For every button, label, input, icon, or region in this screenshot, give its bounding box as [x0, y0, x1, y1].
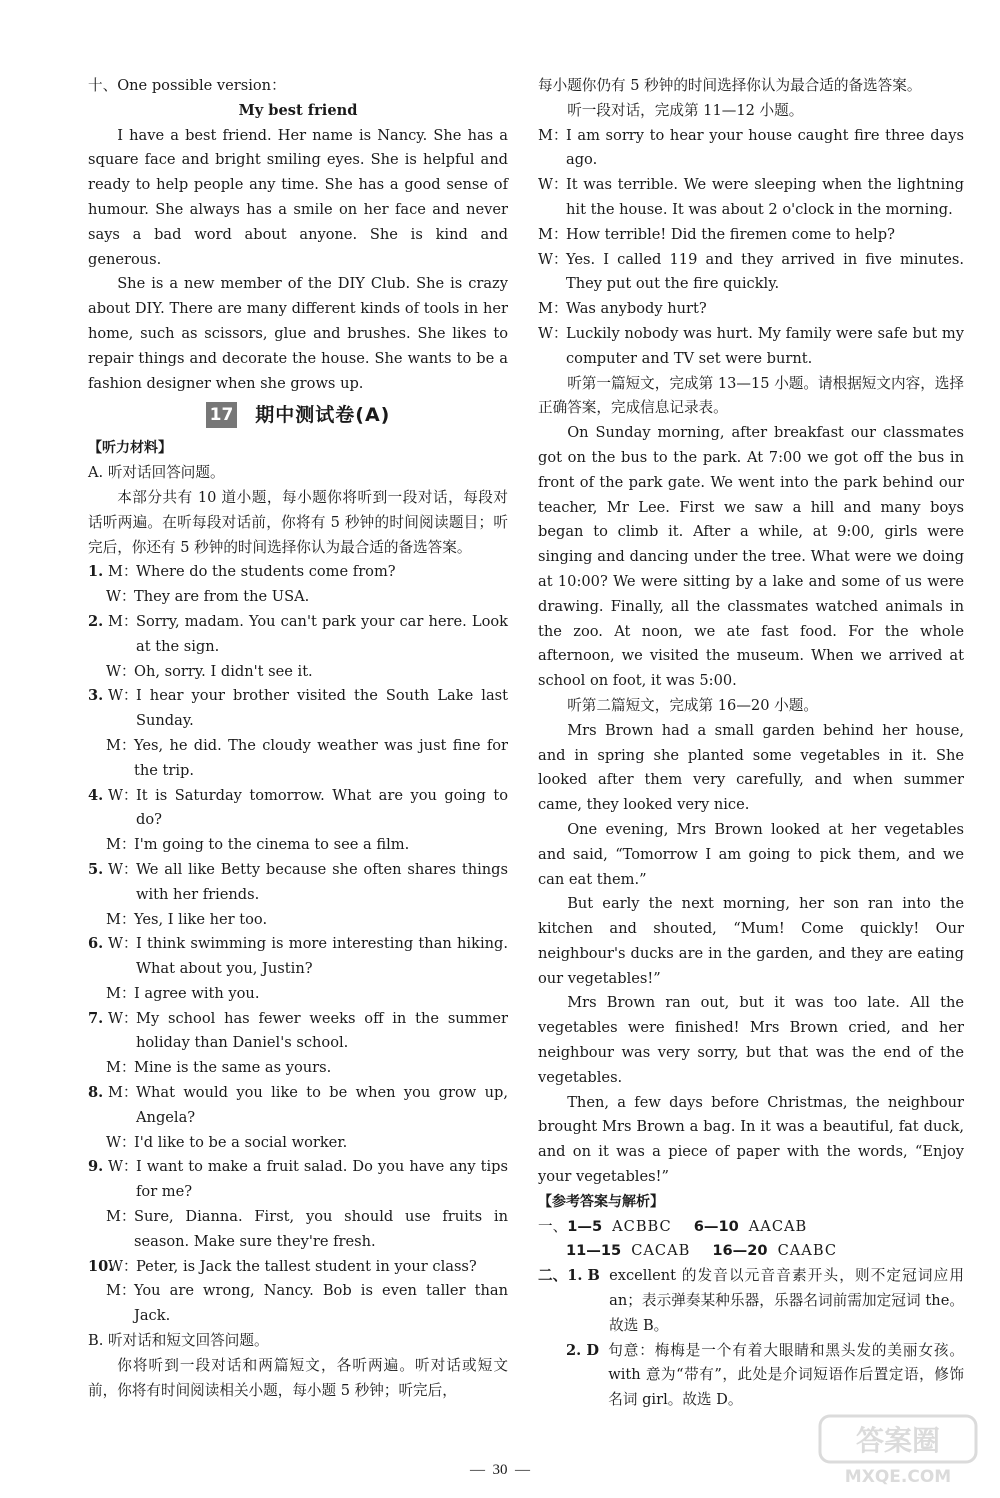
- speaker-label: M：: [538, 126, 568, 144]
- speaker-label: M：: [106, 910, 136, 928]
- passage2-paragraph: But early the next morning, her son ran into the kitchen and shouted, “Mum! Come quickly! Our neighbour's ducks are in the garden, and they are eating our vegetables!”: [538, 895, 964, 987]
- speaker-label: M：: [108, 612, 138, 630]
- question-number: 5.: [88, 860, 104, 878]
- dialogue-list: [88, 560, 508, 1329]
- passage2-paragraph: Then, a few days before Christmas, the neighbour brought Mrs Brown a bag. In it was a beautiful, fat duck, and on it was a piece of paper with the words, “Enjoy your vegetables!”: [538, 1093, 964, 1186]
- speaker-label: W：: [108, 935, 138, 953]
- dialogue-line: [88, 1255, 508, 1280]
- answer-row: [538, 1215, 964, 1240]
- question-number: 3.: [88, 687, 104, 705]
- speaker-text: What would you like to be when you grow up, Angela?: [136, 1084, 508, 1126]
- speaker-label: M：: [106, 736, 136, 754]
- essay-paragraph: I have a best friend. Her name is Nancy. She has a square face and bright smiling eyes. She is helpful and ready to help people any time. She has a good sense of humour. She always has a smile on her face and never says a bad word about anyone. She is kind and generous.: [88, 126, 508, 268]
- essay-title: My best friend: [238, 101, 358, 119]
- explanation-number: 二、1. B: [538, 1267, 600, 1285]
- passage2-paragraph: Mrs Brown had a small garden behind her house, and in spring she planted some vegetables in it. She looked after them very carefully, and when summer came, they looked very nice.: [538, 721, 964, 814]
- explanation-text: excellent 的发音以元音音素开头，则不定冠词应用 an；表示弹奏某种乐器，乐器名词前需加定冠词 the。故选 B。: [609, 1267, 964, 1334]
- dialogue-line: [88, 560, 508, 585]
- left-column: [88, 74, 508, 1403]
- dialogue-line: [88, 585, 508, 610]
- page-number-dash: —: [470, 1462, 485, 1478]
- speaker-text: I hear your brother visited the South Lake last Sunday.: [136, 687, 508, 730]
- fire-dialogue: [538, 124, 964, 372]
- question-number: 8.: [88, 1084, 104, 1102]
- dialogue-line: [538, 124, 964, 174]
- answer-range: 6—10: [693, 1217, 739, 1235]
- answer-range: 16—20: [712, 1242, 768, 1260]
- speaker-label: M：: [108, 1084, 138, 1102]
- speaker-text: We all like Betty because she often shares things with her friends.: [136, 860, 508, 903]
- speaker-text: Was anybody hurt?: [566, 300, 707, 318]
- dialogue-line: [88, 908, 508, 933]
- dialogue-title: 听一段对话，完成第 11—12 小题。: [567, 101, 804, 119]
- speaker-text: Luckily nobody was hurt. My family were safe but my computer and TV set were burnt.: [566, 324, 964, 367]
- dialogue-line: [88, 1081, 508, 1131]
- part-a-intro: 本部分共有 10 道小题，每小题你将听到一段对话，每段对话听两遍。在听每段对话前，你将有 5 秒钟的时间阅读题目；听完后，你还有 5 秒钟的时间选择你认为最合适的备选答案。: [88, 488, 508, 556]
- speaker-text: Yes. I called 119 and they arrived in five minutes. They put out the fire quickly.: [566, 250, 964, 293]
- dialogue-line: [538, 322, 964, 372]
- dialogue-line: [538, 297, 964, 322]
- dialogue-line: [88, 1205, 508, 1255]
- question-number: 6.: [88, 935, 104, 953]
- part-b-intro-continued: 每小题你仍有 5 秒钟的时间选择你认为最合适的备选答案。: [538, 77, 922, 94]
- speaker-label: M：: [106, 1208, 136, 1226]
- dialogue-line: [88, 1155, 508, 1205]
- explanation-item: [538, 1264, 964, 1338]
- question-number: 10.: [88, 1257, 114, 1275]
- answer-values: CACAB: [631, 1242, 691, 1260]
- speaker-label: W：: [106, 1133, 136, 1151]
- speaker-text: I agree with you.: [134, 984, 260, 1002]
- speaker-label: W：: [108, 687, 138, 705]
- speaker-text: My school has fewer weeks off in the summer holiday than Daniel's school.: [136, 1009, 508, 1052]
- speaker-label: W：: [108, 786, 138, 804]
- dialogue-line: [88, 932, 508, 982]
- passage1-title: 听第一篇短文，完成第 13—15 小题。请根据短文内容，选择正确答案，完成信息记录表。: [538, 374, 964, 417]
- speaker-text: Where do the students come from?: [136, 563, 396, 581]
- section-title: 期中测试卷(A): [255, 403, 391, 426]
- answer-values: CAABC: [777, 1242, 837, 1260]
- part-b-intro: 你将听到一段对话和两篇短文，各听两遍。听对话或短文前，你将有时间阅读相关小题，每小题 5 秒钟；听完后，: [88, 1356, 508, 1399]
- speaker-text: Sorry, madam. You can't park your car here. Look at the sign.: [136, 612, 508, 655]
- speaker-text: Sure, Dianna. First, you should use fruits in season. Make sure they're fresh.: [134, 1208, 508, 1250]
- dialogue-line: [88, 833, 508, 858]
- speaker-text: It is Saturday tomorrow. What are you going to do?: [136, 786, 508, 829]
- explanation-text: 句意：梅梅是一个有着大眼睛和黑头发的美丽女孩。with 意为“带有”，此处是介词短语作后置定语，修饰名词 girl。故选 D。: [608, 1341, 964, 1409]
- essay-label: 十、One possible version：: [88, 77, 286, 94]
- speaker-label: W：: [106, 662, 136, 680]
- speaker-label: M：: [538, 225, 568, 243]
- listening-header: 【听力材料】: [88, 440, 172, 457]
- speaker-label: W：: [538, 176, 568, 194]
- dialogue-line: [88, 1007, 508, 1057]
- answer-prefix: 一、: [538, 1217, 568, 1235]
- passage2-paragraph: Mrs Brown ran out, but it was too late. All the vegetables were finished! Mrs Brown cried, and her neighbour was very sorry, but that was the end of the vegetables.: [538, 994, 964, 1086]
- question-number: 2.: [88, 612, 104, 630]
- page-number-value: 30: [492, 1462, 508, 1478]
- speaker-label: M：: [106, 1282, 136, 1300]
- passage2-paragraph: One evening, Mrs Brown looked at her vegetables and said, “Tomorrow I am going to pick them, and we can eat them.”: [538, 820, 964, 888]
- question-number: 4.: [88, 786, 104, 804]
- dialogue-line: [538, 173, 964, 223]
- speaker-label: W：: [108, 860, 138, 878]
- speaker-label: M：: [106, 836, 136, 854]
- speaker-label: M：: [108, 563, 138, 581]
- speaker-label: W：: [538, 324, 568, 342]
- speaker-text: Peter, is Jack the tallest student in your class?: [136, 1257, 477, 1275]
- speaker-text: Oh, sorry. I didn't see it.: [134, 662, 313, 680]
- dialogue-line: [88, 982, 508, 1007]
- watermark-text: 答案圈: [855, 1424, 941, 1457]
- answer-row: [538, 1239, 964, 1264]
- speaker-label: M：: [106, 1059, 136, 1077]
- dialogue-line: [88, 684, 508, 734]
- question-number: 7.: [88, 1009, 104, 1027]
- part-a-title: A. 听对话回答问题。: [88, 464, 225, 482]
- speaker-text: How terrible! Did the firemen come to help?: [566, 225, 895, 243]
- passage2-title: 听第二篇短文，完成第 16—20 小题。: [567, 696, 818, 714]
- speaker-label: M：: [106, 984, 136, 1002]
- dialogue-line: [88, 660, 508, 685]
- speaker-text: They are from the USA.: [134, 588, 310, 606]
- speaker-text: Yes, I like her too.: [134, 910, 268, 928]
- speaker-label: M：: [538, 300, 568, 318]
- question-number: 9.: [88, 1158, 104, 1176]
- speaker-label: W：: [108, 1158, 138, 1176]
- dialogue-line: [538, 223, 964, 248]
- dialogue-line: [88, 784, 508, 834]
- speaker-text: It was terrible. We were sleeping when the lightning hit the house. It was about 2 o'clock in the morning.: [566, 176, 964, 218]
- speaker-text: I think swimming is more interesting than hiking. What about you, Justin?: [136, 935, 508, 978]
- passage1-text: On Sunday morning, after breakfast our classmates got on the bus to the park. At 7:00 we got off the bus in front of the park gate. We went into the park behind our teacher, Mr Lee. First we saw a hill and many boys began to climb it. After a while, at 9:00, girls were singing and dancing under the tree. What were we doing at 10:00? We were sitting by a lake and some of us were drawing. Finally, all the classmates watched animals in the zoo. At noon, we ate fast food. For the whole afternoon, we visited the museum. When we arrived at school on foot, it was 5:00.: [538, 424, 964, 690]
- question-number: 1.: [88, 563, 104, 581]
- dialogue-line: [88, 1279, 508, 1329]
- speaker-text: I want to make a fruit salad. Do you have any tips for me?: [136, 1158, 508, 1201]
- answer-values: AACAB: [748, 1217, 808, 1235]
- answer-values: ACBBC: [612, 1217, 672, 1235]
- speaker-text: You are wrong, Nancy. Bob is even taller than Jack.: [134, 1282, 508, 1325]
- speaker-label: W：: [538, 250, 568, 268]
- dialogue-line: [88, 610, 508, 660]
- part-b-title: B. 听对话和短文回答问题。: [88, 1332, 269, 1350]
- answers-header: 【参考答案与解析】: [538, 1193, 664, 1210]
- right-column: [538, 74, 964, 1413]
- speaker-text: I'm going to the cinema to see a film.: [134, 836, 410, 854]
- speaker-text: I'd like to be a social worker.: [134, 1133, 348, 1151]
- explanation-item: [538, 1339, 964, 1413]
- section-number: 17: [206, 402, 238, 428]
- answer-range: 11—15: [566, 1242, 622, 1260]
- page-number-dash: —: [515, 1462, 530, 1478]
- watermark-logo: [818, 1412, 978, 1490]
- answer-range: 1—5: [567, 1217, 603, 1235]
- dialogue-line: [538, 248, 964, 298]
- watermark-url: MXQE.COM: [844, 1467, 952, 1487]
- explanation-number: 2. D: [566, 1341, 599, 1359]
- dialogue-line: [88, 1131, 508, 1156]
- essay-paragraph: She is a new member of the DIY Club. She is crazy about DIY. There are many different kinds of tools in her home, such as scissors, glue and brushes. She likes to repair things and decorate the house. She wants to be a fashion designer when she grows up.: [88, 275, 508, 392]
- speaker-text: Mine is the same as yours.: [134, 1059, 332, 1077]
- speaker-label: W：: [108, 1257, 138, 1275]
- section-heading: [88, 398, 508, 432]
- dialogue-line: [88, 1056, 508, 1081]
- dialogue-line: [88, 858, 508, 908]
- speaker-label: W：: [106, 588, 136, 606]
- speaker-text: Yes, he did. The cloudy weather was just fine for the trip.: [134, 736, 508, 779]
- speaker-text: I am sorry to hear your house caught fire three days ago.: [566, 126, 964, 169]
- dialogue-line: [88, 734, 508, 784]
- speaker-label: W：: [108, 1009, 138, 1027]
